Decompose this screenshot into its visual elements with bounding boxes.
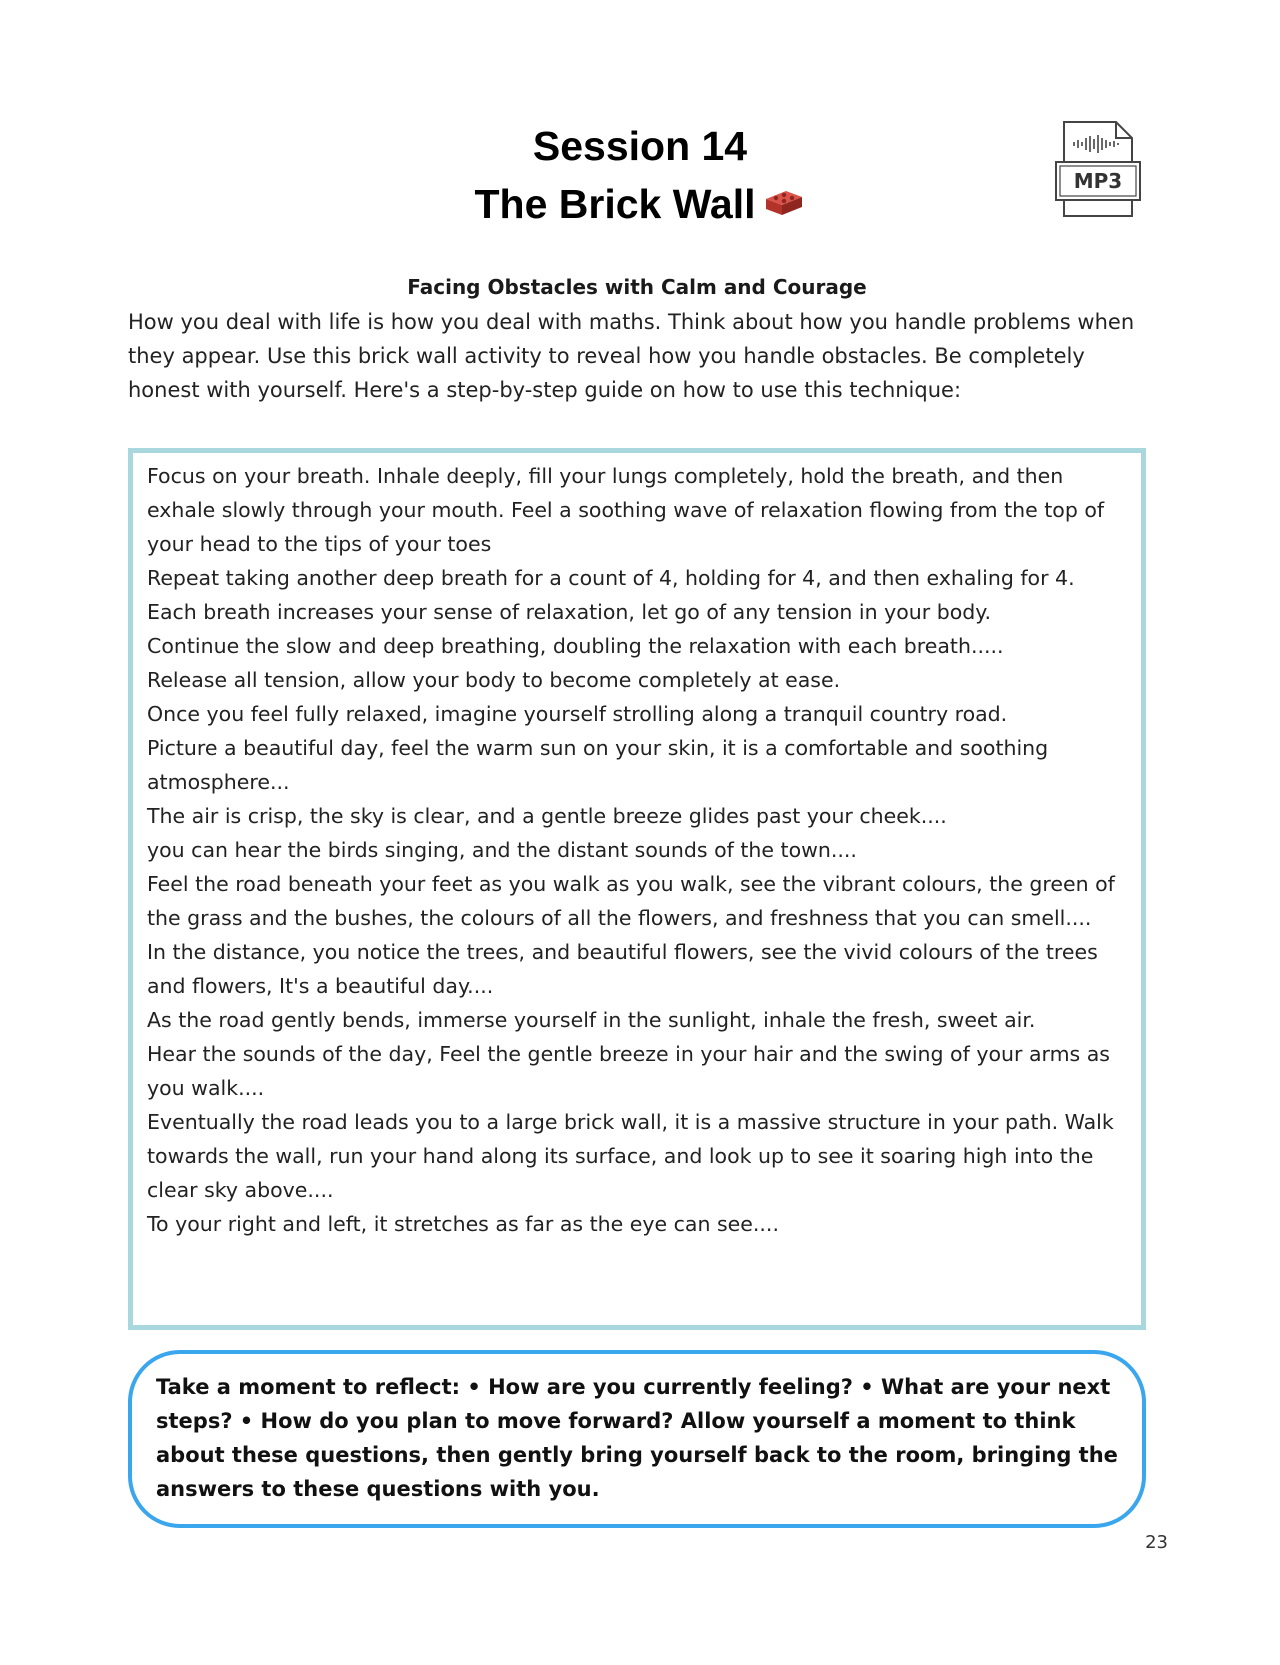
session-title: Session 14 — [532, 123, 748, 169]
script-line: Release all tension, allow your body to become completely at ease. — [147, 668, 841, 692]
intro-paragraph: How you deal with life is how you deal with maths. Think about how you handle problems when they appear. Use this brick wall activity to reveal how you handle obstacles. Be completely honest with yourself. Here's a step-by-step guide on how to use this technique: — [128, 310, 1135, 402]
page-title-text: The Brick Wall — [474, 181, 756, 227]
section-subtitle: Facing Obstacles with Calm and Courage — [407, 275, 867, 299]
script-line: Feel the road beneath your feet as you walk as you walk, see the vibrant colours, the green of the grass and the bushes, the colours of all the flowers, and freshness that you can smell.... — [147, 872, 1115, 930]
script-line: Hear the sounds of the day, Feel the gentle breeze in your hair and the swing of your arms as you walk.... — [147, 1042, 1110, 1100]
script-line: Continue the slow and deep breathing, doubling the relaxation with each breath..... — [147, 634, 1004, 658]
reflection-box — [128, 1350, 1146, 1528]
reflection-text: Take a moment to reflect: • How are you currently feeling? • What are your next steps? • How do you plan to move forward? Allow yourself a moment to think about these questions, then gently bring yourself back to the room, bringing the answers to these questions with you. — [156, 1375, 1118, 1501]
visualization-script-box — [128, 448, 1146, 1330]
script-line: Repeat taking another deep breath for a count of 4, holding for 4, and then exhaling for 4. — [147, 566, 1075, 590]
brick-icon — [762, 175, 806, 231]
script-line: In the distance, you notice the trees, and beautiful flowers, see the vivid colours of the trees and flowers, It's a beautiful day.... — [147, 940, 1098, 998]
page-title — [340, 176, 940, 235]
script-line: Once you feel fully relaxed, imagine yourself strolling along a tranquil country road. — [147, 702, 1008, 726]
script-line: As the road gently bends, immerse yourself in the sunlight, inhale the fresh, sweet air. — [147, 1008, 1036, 1032]
script-line: Eventually the road leads you to a large brick wall, it is a massive structure in your path. Walk towards the wall, run your hand along its surface, and look up to see it soaring high into the clear sky above.... — [147, 1110, 1114, 1202]
script-line: To your right and left, it stretches as far as the eye can see.... — [147, 1212, 779, 1236]
mp3-file-icon[interactable] — [1052, 118, 1144, 220]
script-line: Picture a beautiful day, feel the warm sun on your skin, it is a comfortable and soothing atmosphere... — [147, 736, 1049, 794]
script-line: Focus on your breath. Inhale deeply, fill your lungs completely, hold the breath, and then exhale slowly through your mouth. Feel a soothing wave of relaxation flowing from the top of your head to the tips of your toes — [147, 464, 1105, 556]
script-line: you can hear the birds singing, and the distant sounds of the town.... — [147, 838, 857, 862]
mp3-label: MP3 — [1073, 169, 1123, 193]
script-line: Each breath increases your sense of relaxation, let go of any tension in your body. — [147, 600, 992, 624]
script-line: The air is crisp, the sky is clear, and a gentle breeze glides past your cheek.... — [147, 804, 947, 828]
page-number: 23 — [1145, 1532, 1168, 1553]
